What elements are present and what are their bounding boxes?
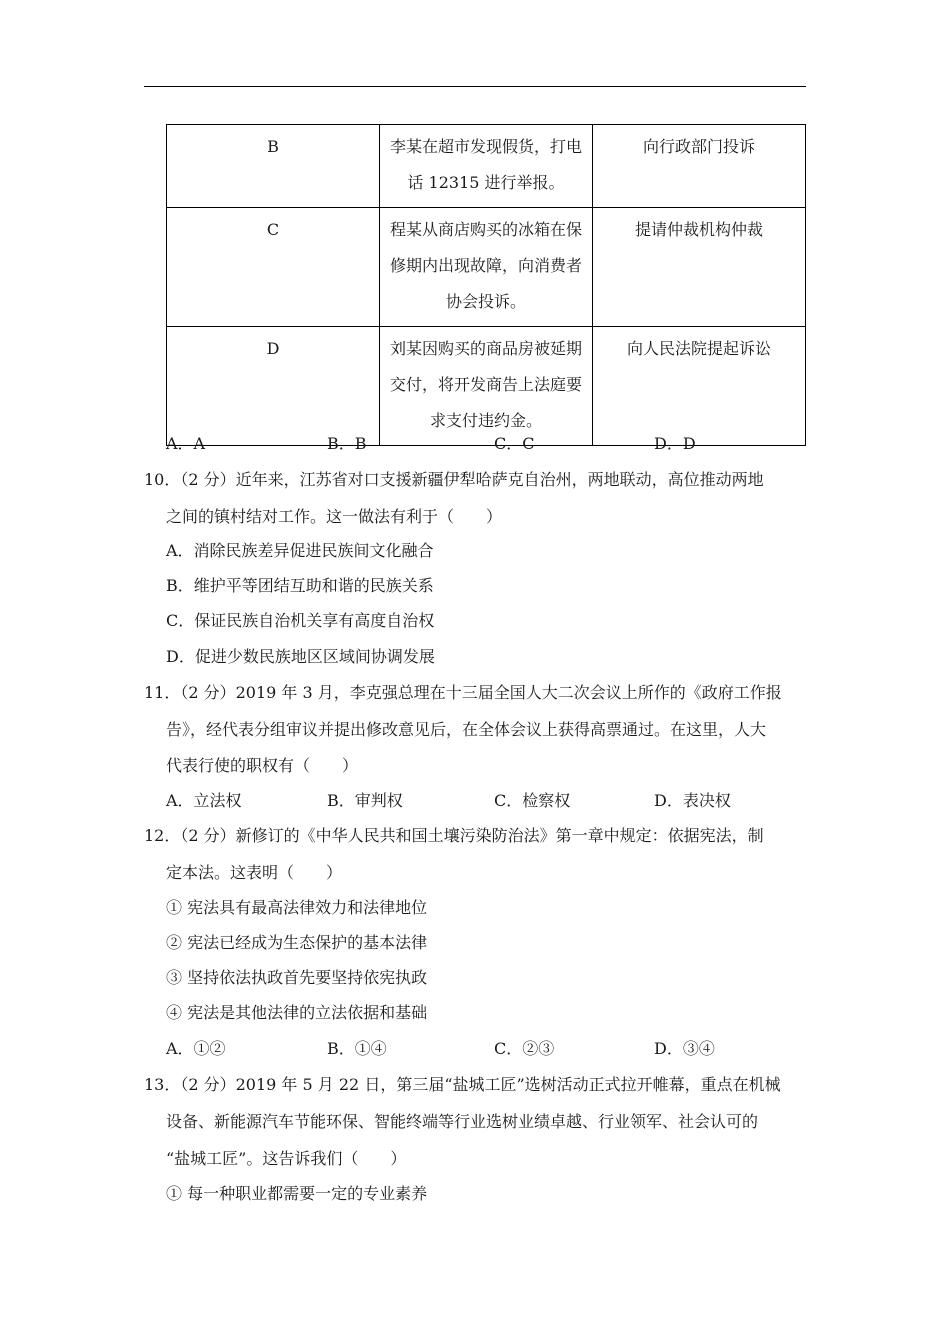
case-line: 程某从商店购买的冰箱在保: [389, 220, 582, 239]
q12-stem-line: 12．（2 分）新修订的《中华人民共和国土壤污染防治法》第一章中规定：依据宪法，制: [144, 826, 764, 845]
q11-stem-line: 代表行使的职权有（ ）: [166, 756, 359, 775]
q10-option-c[interactable]: C．保证民族自治机关享有高度自治权: [166, 611, 435, 630]
method-cell: 提请仲裁机构仲裁: [593, 208, 806, 327]
choice-c[interactable]: C．C: [494, 434, 535, 453]
table-row: [167, 208, 806, 327]
q12-statement: ① 宪法具有最高法律效力和法律地位: [166, 898, 428, 917]
choice-c[interactable]: C．检察权: [494, 791, 571, 810]
case-line: 话 12315 进行举报。: [407, 173, 565, 192]
row-label: B: [167, 125, 380, 208]
q10-option-b[interactable]: B．维护平等团结互助和谐的民族关系: [166, 576, 434, 595]
choice-a[interactable]: A．A: [166, 434, 206, 453]
choice-b[interactable]: B．B: [327, 434, 367, 453]
q11-choices: [166, 791, 806, 811]
case-line: 刘某因购买的商品房被延期: [389, 339, 582, 358]
choice-d[interactable]: D．D: [654, 434, 696, 453]
case-line: 求支付违约金。: [429, 411, 542, 430]
q13-stem-line: “盐城工匠”。这告诉我们（ ）: [166, 1149, 407, 1168]
case-line: 李某在超市发现假货，打电: [389, 137, 582, 156]
method-cell: 向人民法院提起诉讼: [593, 327, 806, 446]
q10-option-a[interactable]: A．消除民族差异促进民族间文化融合: [166, 541, 434, 560]
case-cell: [380, 125, 593, 208]
choice-c[interactable]: C．②③: [494, 1039, 555, 1058]
q11-stem-line: 11．（2 分）2019 年 3 月，李克强总理在十三届全国人大二次会议上所作的《政府工作报: [144, 683, 782, 702]
row-label: C: [167, 208, 380, 327]
q10-option-d[interactable]: D．促进少数民族地区区域间协调发展: [166, 647, 435, 666]
q12-statement: ② 宪法已经成为生态保护的基本法律: [166, 933, 428, 952]
choice-b[interactable]: B．审判权: [327, 791, 403, 810]
case-line: 交付，将开发商告上法庭要: [389, 375, 582, 394]
method-cell: 向行政部门投诉: [593, 125, 806, 208]
case-line: 修期内出现故障，向消费者: [389, 256, 582, 275]
q10-stem-line: 10．（2 分）近年来，江苏省对口支援新疆伊犁哈萨克自治州，两地联动，高位推动两地: [144, 470, 764, 489]
table-row: [167, 327, 806, 446]
choice-b[interactable]: B．①④: [327, 1039, 387, 1058]
q13-stem-line: 13．（2 分）2019 年 5 月 22 日，第三届“盐城工匠”选树活动正式拉开帷幕，重点在机械: [144, 1075, 781, 1094]
options-table: [166, 124, 806, 446]
q12-statement: ③ 坚持依法执政首先要坚持依宪执政: [166, 968, 428, 987]
q12-stem-line: 定本法。这表明（ ）: [166, 863, 343, 882]
q13-statement: ① 每一种职业都需要一定的专业素养: [166, 1184, 428, 1203]
choice-a[interactable]: A．①②: [166, 1039, 226, 1058]
q9-choices: [166, 434, 806, 454]
table-row: [167, 125, 806, 208]
q10-stem-line: 之间的镇村结对工作。这一做法有利于（ ）: [166, 507, 503, 526]
q13-stem-line: 设备、新能源汽车节能环保、智能终端等行业选树业绩卓越、行业领军、社会认可的: [166, 1112, 759, 1131]
q11-stem-line: 告》，经代表分组审议并提出修改意见后，在全体会议上获得高票通过。在这里，人大: [166, 720, 767, 739]
case-cell: [380, 208, 593, 327]
q12-choices: [166, 1039, 806, 1059]
header-rule: [144, 86, 806, 87]
row-label: D: [167, 327, 380, 446]
choice-d[interactable]: D．表决权: [654, 791, 731, 810]
q12-statement: ④ 宪法是其他法律的立法依据和基础: [166, 1003, 428, 1022]
choice-d[interactable]: D．③④: [654, 1039, 715, 1058]
choice-a[interactable]: A．立法权: [166, 791, 242, 810]
case-cell: [380, 327, 593, 446]
case-line: 协会投诉。: [445, 292, 526, 311]
